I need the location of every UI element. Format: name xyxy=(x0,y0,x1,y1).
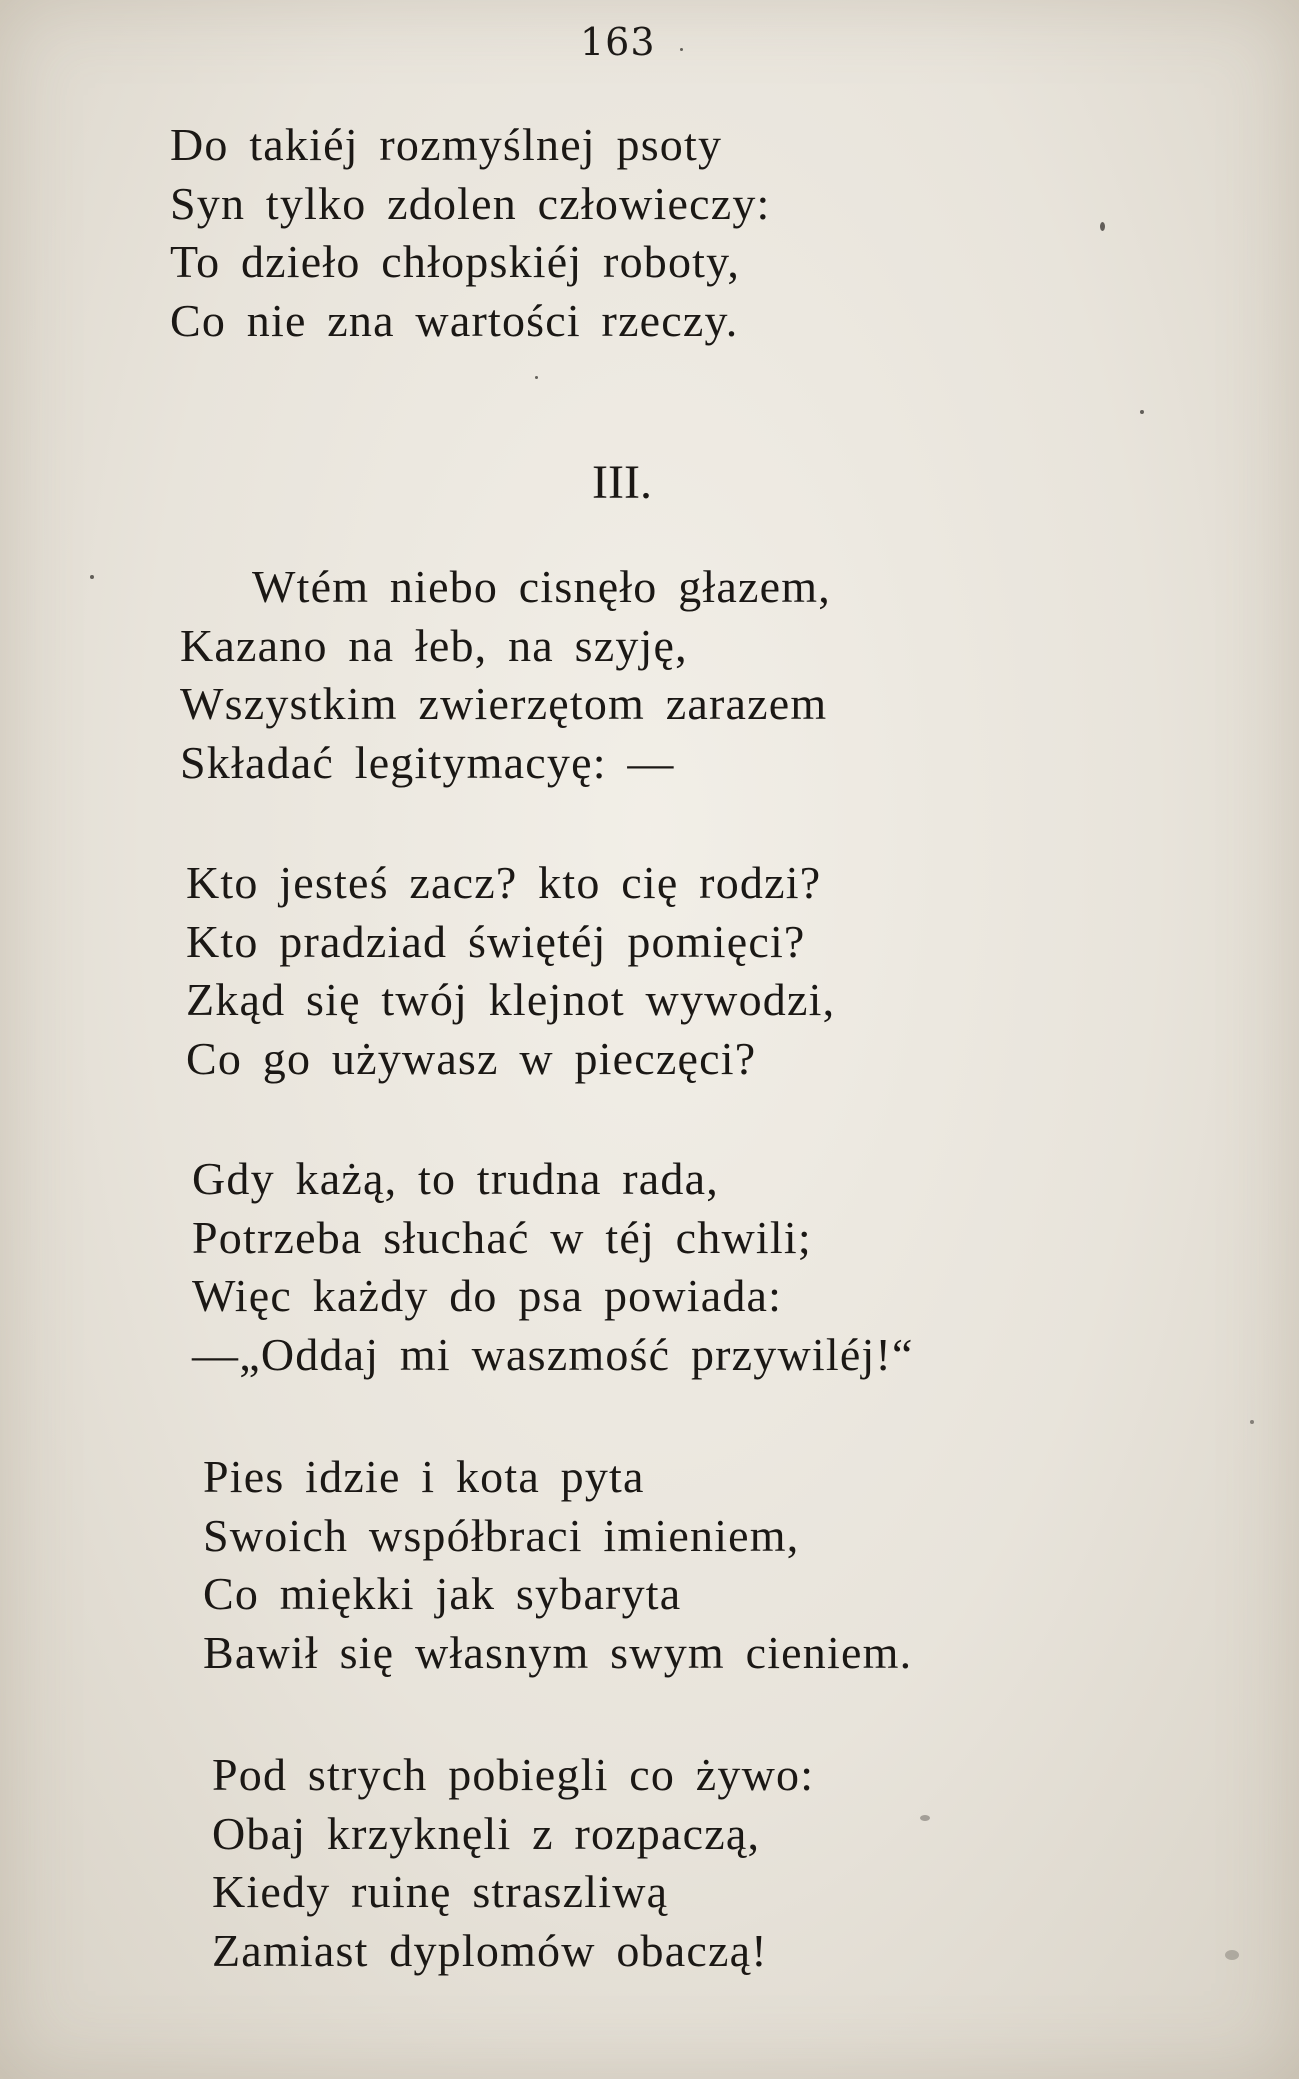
stanza-3 xyxy=(186,854,835,1088)
stanza-6 xyxy=(212,1746,814,1980)
stanza-2 xyxy=(180,558,831,792)
verse-line: Kto jesteś zacz? kto cię rodzi? xyxy=(186,857,822,908)
verse-line: Zkąd się twój klejnot wywodzi, xyxy=(186,974,836,1025)
paper-speck xyxy=(1250,1420,1254,1424)
verse-line: Pies idzie i kota pyta xyxy=(203,1451,645,1502)
verse-line: Potrzeba słuchać w téj chwili; xyxy=(192,1211,812,1263)
paper-speck xyxy=(680,48,683,51)
verse-line: Składać legitymacyę: — xyxy=(180,736,675,788)
stanza-1 xyxy=(170,116,771,350)
verse-line: Wtém niebo cisnęło głazem, xyxy=(252,561,831,612)
stanza-5 xyxy=(203,1448,912,1682)
paper-speck xyxy=(90,575,94,579)
paper-speck xyxy=(920,1815,930,1821)
verse-line: Bawił się własnym swym cieniem. xyxy=(203,1626,913,1678)
paper-speck xyxy=(1225,1950,1239,1960)
paper-speck xyxy=(1100,222,1105,231)
verse-line: Co miękki jak sybaryta xyxy=(203,1568,682,1619)
paper-speck xyxy=(1140,410,1144,414)
verse-line: To dzieło chłopskiéj roboty, xyxy=(170,236,741,287)
paper-speck xyxy=(535,376,538,379)
section-heading: III. xyxy=(592,456,652,509)
verse-line: Syn tylko zdolen człowieczy: xyxy=(170,177,771,229)
verse-line: Pod strych pobiegli co żywo: xyxy=(212,1749,815,1800)
verse-line: Co nie zna wartości rzeczy. xyxy=(170,294,739,346)
verse-line: Kto pradziad świętéj pomięci? xyxy=(186,915,806,967)
verse-line: Obaj krzyknęli z rozpaczą, xyxy=(212,1807,761,1859)
verse-line: Co go używasz w pieczęci? xyxy=(186,1032,757,1084)
verse-line: Kazano na łeb, na szyję, xyxy=(180,619,688,671)
page-number: 163 xyxy=(580,20,656,64)
verse-line: Gdy każą, to trudna rada, xyxy=(192,1153,719,1204)
verse-line: —„Oddaj mi waszmość przywiléj!“ xyxy=(192,1328,914,1380)
verse-line: Kiedy ruinę straszliwą xyxy=(212,1866,669,1917)
stanza-4 xyxy=(192,1150,914,1384)
verse-line: Więc każdy do psa powiada: xyxy=(192,1270,783,1321)
verse-line: Wszystkim zwierzętom zarazem xyxy=(180,678,828,729)
verse-line: Swoich współbraci imieniem, xyxy=(203,1509,800,1561)
verse-line: Do takiéj rozmyślnej psoty xyxy=(170,119,723,170)
verse-line: Zamiast dyplomów obaczą! xyxy=(212,1924,768,1976)
